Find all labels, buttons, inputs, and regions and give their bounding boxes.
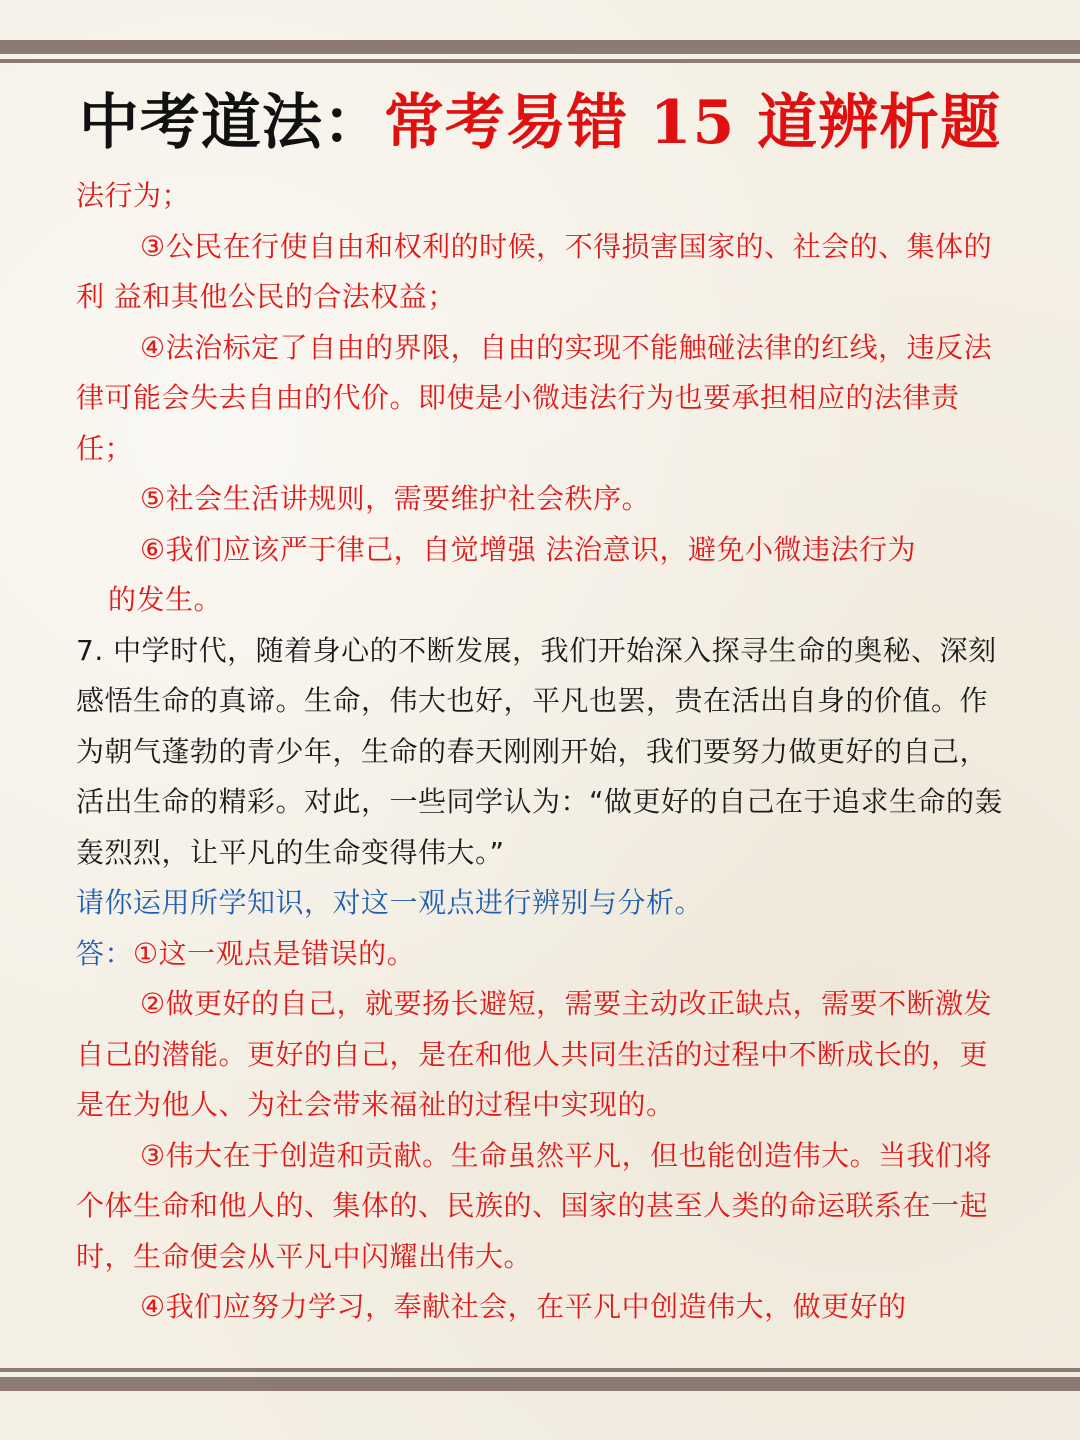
title-prefix: 中考道法： [78, 88, 384, 158]
document-body [76, 171, 1011, 1333]
paragraph-point-3: ③公民在行使自由和权利的时候，不得损害国家的、社会的、集体的利 益和其他公民的合法权益； [76, 229, 993, 313]
answer-label: 答： [76, 936, 134, 970]
answer-point-2: ②做更好的自己，就要扬长避短，需要主动改正缺点，需要不断激发自己的潜能。更好的自己，是在和他人共同生活的过程中不断成长的，更是在为他人、为社会带来福祉的过程中实现的。 [76, 987, 993, 1121]
paragraph-point-4: ④法治标定了自由的界限，自由的实现不能触碰法律的红线，违反法 律可能会失去自由的代价。即使是小微违法行为也要承担相应的法律责任； [76, 330, 993, 465]
answer-point-4: ④我们应努力学习，奉献社会，在平凡中创造伟大，做更好的 [140, 1290, 907, 1323]
paragraph-continuation: 法行为； [76, 179, 191, 212]
bottom-divider [0, 1368, 1080, 1391]
question-7-prompt: 请你运用所学知识，对这一观点进行辨别与分析。 [76, 886, 704, 919]
title-highlight: 常考易错 15 道辨析题 [383, 88, 1002, 158]
answer-point-1: ①这一观点是错误的。 [133, 936, 416, 970]
answer-line-1 [76, 929, 1011, 980]
answer-point-3: ③伟大在于创造和贡献。生命虽然平凡，但也能创造伟大。当我们将个体生命和他人的、集体的、民族的、国家的甚至人类的命运联系在一起时，生命便会从平凡中闪耀出伟大。 [76, 1138, 993, 1273]
paragraph-point-5: ⑤社会生活讲规则，需要维护社会秩序。 [140, 482, 651, 515]
paragraph-point-6: ⑥我们应该严于律己，自觉增强 法治意识，避免小微违法行为 [140, 532, 917, 566]
paragraph-point-6-end: 的发生。 [108, 583, 223, 616]
question-7: 7. 中学时代，随着身心的不断发展，我们开始深入探寻生命的奥秘、深刻感悟生命的真谛。生命，伟大也好，平凡也罢，贵在活出自身的价值。作为朝气蓬勃的青少年，生命的春天刚刚开始，我们要努力做更好的自己，活出生命的精彩。对此，一些同学认为：“做更好的自己在于追求生命的轰轰烈烈，让平凡的生命变得伟大。” [76, 633, 1004, 869]
top-divider [0, 40, 1080, 63]
page-title [0, 78, 1080, 168]
